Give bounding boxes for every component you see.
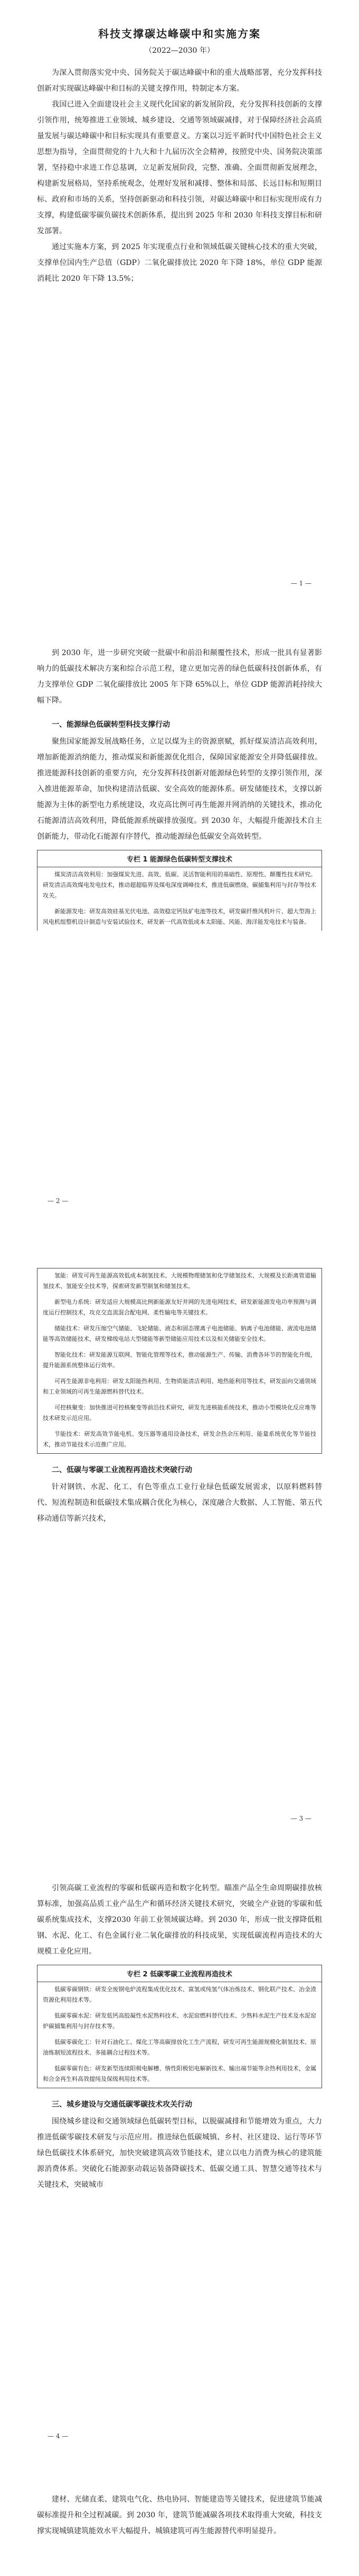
paragraph: 聚焦国家能源发展战略任务，立足以煤为主的资源禀赋，抓好煤炭清洁高效利用，增加新能源消纳能力，推动煤炭和新能源优化组合，保障国家能源安全并降低碳排放。推进能源科技创新的重要方向，充分发挥科技创新对能源绿色转型的支撑引领作用，深入推进能源革命，加快构建清洁低碳、安全高效的能源体系。研发储能技术，支撑以新能源为主体的新型电力系统建设，攻克高比例可再生能源并网消纳的关键技术，推动化石能源清洁高效利用，降低能源系统碳排放强度。到 2030 年，大幅提升能源技术自主创新能力，带动化石能源有序替代，推动能源绿色低碳安全高效转型。 — [37, 737, 322, 841]
paragraph: 到 2030 年，进一步研究突破一批碳中和前沿和颠覆性技术，形成一批具有显著影响力的低碳技术解决方案和综合示范工程，建立更加完善的绿色低碳科技创新体系，有力支撑单位 GDP 二氧化碳排放比 2005 年下降 65%以上，单位 GDP 能源消耗持续大幅下降。 — [37, 649, 322, 705]
box-paragraph: 储能技术：研发压缩空气储能、飞轮储能、液态和固态锂离子电池储能、钠离子电池储能、液流电池储能等高效储能技术，研发梯级电站大型储能等新型储能应用技术以及相关储能安全技术。 — [43, 1325, 316, 1342]
document-subtitle: （2022—2030 年） — [145, 46, 214, 55]
section-heading: 三、城乡建设与交通低碳零碳技术攻关行动 — [52, 2100, 192, 2109]
box-paragraph: 低碳零碳钢铁：研发全废钢电炉流程集成优化技术、富氢或纯氢气体冶炼技术、钢化联产技术、冶金渣资源化利用技术等。 — [43, 1986, 316, 2003]
paragraph: 围绕城乡建设和交通领域绿色低碳转型目标，以脱碳减排和节能增效为重点，大力推进低碳零碳技术研发与示范应用。推进绿色低碳城镇、乡村、社区建设、运行等环节绿色低碳技术体系研究，加快突破建筑高效节能技术，建立以电力消费为核心的建筑能源消费体系。突破化石能源驱动载运装备降碳技术、低碳交通工具、智慧交通等技术与关键技术，突破城市 — [37, 2117, 322, 2189]
box-paragraph: 智能化技术：研发能源互联网、智能化管理等技术，推动能源生产、传输、消费各环节的智能化升级，提升能源系统整体运行效率。 — [43, 1351, 316, 1369]
document-page-5 — [0, 2470, 359, 2576]
box-title: 专栏 1 能源绿色低碳转型支撑技术 — [37, 850, 322, 867]
section-heading: 二、低碳与零碳工业流程再造技术突破行动 — [52, 1466, 192, 1474]
sidebar-box — [37, 1965, 322, 2088]
box-paragraph: 可再生能源非电利用：研发太阳能热利用、生物质能清洁利用、地热能利用等技术，研发面向交通领域和工业领域的可再生能源燃料替代技术。 — [43, 1378, 316, 1395]
box-title: 专栏 2 低碳零碳工业流程再造技术 — [37, 1965, 322, 1982]
document-page-1 — [0, 0, 359, 607]
box-paragraph: 可控核聚变：加快推进可控核聚变等前沿技术研究，研发先进核能系统技术，推动小型模块化反应堆等技术研发示范应用。 — [43, 1404, 316, 1422]
sidebar-box-continued — [37, 1268, 322, 1454]
page-number: — 4 — — [48, 2432, 69, 2440]
sidebar-box — [37, 850, 322, 931]
document-page-4 — [0, 1853, 359, 2460]
document-page-3 — [0, 1235, 359, 1842]
document-title: 科技支撑碳达峰碳中和实施方案 — [98, 27, 261, 40]
box-paragraph: 节能技术：研发高效节能电机、变压器等通用设备技术，研发余热余压利用、能量系统优化等节能技术，推动节能技术示范推广应用。 — [43, 1431, 316, 1448]
paragraph: 建材、光储直柔、建筑电气化、热电协同、智能建造等关键技术，促进建筑节能减碳标准提升和全过程减碳。到 2030 年，建筑节能减碳各项技术取得重大突破，科技支撑实现城镇建筑能效水平大幅提升、城镇建筑可再生能源替代率明显提升。 — [37, 2495, 322, 2535]
page-number: — 2 — — [48, 1197, 69, 1205]
page-number: — 1 — — [290, 580, 311, 587]
document-page-2 — [0, 618, 359, 1225]
box-paragraph: 煤炭清洁高效利用：加强煤炭先进、高效、低碳、灵活智能利用的基础性、原理性、颠覆性技术研究。研发清洁高效煤电发电技术，推动超超临界及煤电深度调峰技术，推进低碳燃烧、碳捕集利用与封存等技术攻关。 — [43, 871, 316, 899]
paragraph: 我国已进入全面建设社会主义现代化国家的新发展阶段，充分发挥科技创新的支撑引领作用，统筹推进工业领域、城乡建设、交通等领域碳减排，对于保障经济社会高质量发展与碳达峰碳中和目标实现具有重要意义。方案以习近平新时代中国特色社会主义思想为指导，全面贯彻党的十九大和十九届历次全会精神，按照党中央、国务院决策部署，坚持稳中求进工作总基调，立足新发展阶段，完整、准确、全面贯彻新发展理念，构建新发展格局，坚持系统观念，处理好发展和减排、整体和局部、长远目标和短期目标、政府和市场的关系，坚持创新驱动和科技引领，对碳达峰碳中和目标实现形成有力支撑，构建低碳零碳负碳技术创新体系，提出到 2025 年和 2030 年科技支撑目标和研发部署。 — [37, 100, 322, 235]
section-heading: 一、能源绿色低碳转型科技支撑行动 — [52, 721, 170, 729]
box-paragraph: 低碳零碳化工：针对石油化工、煤化工等高碳排放化工生产流程，研发可再生能源规模化制氢技术、原油炼制短流程技术、多能耦合过程技术等。 — [43, 2039, 316, 2056]
box-paragraph: 氢能：研发可再生能源高效低成本制氢技术、大规模物理储氢和化学储氢技术、大规模及长距离管道输氢技术、氢能安全技术等，探索研发新型制氢和储氢技术。 — [43, 1272, 316, 1290]
box-paragraph: 低碳零碳有色：研发新型连续阳极电解槽、惰性阳极铝电解新技术、输出端节能等余热利用技术，金属和合金再生料高效提纯及保级利用技术等。 — [43, 2065, 316, 2082]
paragraph: 为深入贯彻落实党中央、国务院关于碳达峰碳中和的重大战略部署，充分发挥科技创新对实现碳达峰碳中和目标的关键支撑作用，特制定本方案。 — [37, 69, 322, 93]
box-paragraph: 新能源发电：研发高效硅基光伏电池、高效稳定钙钛矿电池等技术，研发碳纤维风机叶片、超大型海上风电机组整机设计制造与安装试验技术，研发新一代高效低成本太阳能、风能、海洋能发电技术与装备。 — [43, 908, 316, 925]
box-paragraph: 新型电力系统：研发适应大规模高比例新能源友好并网的先进电网技术，研发新能源发电功率预测与调度运行控制技术，攻克交直流混合配电网、柔性输电等关键技术。 — [43, 1299, 316, 1316]
page-number: — 3 — — [290, 1815, 311, 1822]
paragraph: 针对钢铁、水泥、化工、有色等重点工业行业绿色低碳发展需求，以原料燃料替代、短流程制造和低碳技术集成耦合优化为核心，深度融合大数据、人工智能、第五代移动通信等新兴技术， — [37, 1483, 322, 1523]
paragraph: 引领高碳工业流程的零碳和低碳再造和数字化转型。瞄准产品全生命周期碳排放核算标准，加强高品质工业产品生产和循环经济关键技术研究，突破全产业链的零碳和低碳系统集成技术，支撑2030 年前工业领域碳达峰。到 2030 年，形成一批支撑降低粗钢、水泥、化工、有色金属行业二氧化碳排放的科技成果，实现低碳流程再造技术的大规模工业化应用。 — [37, 1884, 322, 1956]
box-paragraph: 低碳零碳水泥：研发低钙高胶凝性水泥熟料技术、水泥窑燃料替代技术、少熟料水泥生产技术及水泥窑炉碳捕集利用与封存技术等。 — [43, 2012, 316, 2030]
paragraph: 通过实施本方案，到 2025 年实现重点行业和领域低碳关键核心技术的重大突破，支撑单位国内生产总值（GDP）二氧化碳排放比 2020 年下降 18%，单位 GDP 能源消耗比 2020 年下降 13.5%； — [37, 243, 322, 283]
